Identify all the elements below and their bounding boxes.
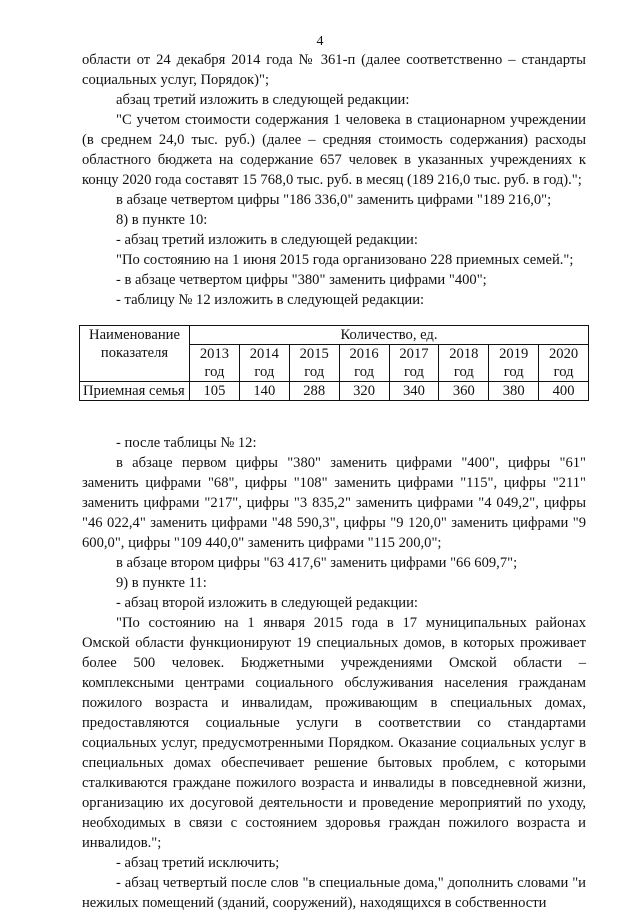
table-row: [80, 382, 589, 401]
paragraph: - после таблицы № 12:: [116, 435, 257, 451]
table-12: [79, 325, 589, 401]
paragraph: - в абзаце четвертом цифры "380" заменить цифрами "400";: [116, 272, 487, 288]
value-cell: 340: [389, 382, 439, 401]
quantity-table: [79, 325, 589, 401]
paragraph: 8) в пункте 10:: [116, 212, 208, 228]
year-header: 2016 год: [339, 345, 389, 382]
paragraph: - абзац третий исключить;: [116, 855, 280, 871]
value-cell: 360: [439, 382, 489, 401]
year-header: 2014 год: [239, 345, 289, 382]
year-header: 2013 год: [190, 345, 240, 382]
paragraph: "По состоянию на 1 июня 2015 года организовано 228 приемных семей.";: [116, 252, 574, 268]
value-cell: 105: [190, 382, 240, 401]
paragraph: абзац третий изложить в следующей редакции:: [116, 92, 410, 108]
row-name: Приемная семья: [80, 382, 190, 401]
value-cell: 288: [289, 382, 339, 401]
text-block-bottom: [82, 433, 586, 913]
paragraph: "По состоянию на 1 января 2015 года в 17 муниципальных районах Омской области функционируют 19 специальных домов, в которых проживает более 500 человек. Бюджетными учреждениями Омской области – комплексными центрами социального обслуживания населения гражданам пожилого возраста и инвалидам, проживающим в специальных домах, предоставляются социальные услуги в соответствии со стандартами социальных услуг, предусмотренными Порядком. Оказание социальных услуг в специальных домах обеспечивает решение бытовых проблем, с которыми сталкиваются граждане пожилого возраста и инвалиды в повседневной жизни, организацию их досуговой деятельности и проведение мероприятий по уходу, необходимых в связи с состоянием здоровья граждан пожилого возраста и инвалидов.";: [82, 615, 586, 851]
paragraph: в абзаце четвертом цифры "186 336,0" заменить цифрами "189 216,0";: [116, 192, 552, 208]
paragraph: в абзаце первом цифры "380" заменить цифрами "400", цифры "61" заменить цифрами "68", цифры "108" заменить цифрами "115", цифры "211" заменить цифрами "217", цифры "3 835,2" заменить цифрами "4 049,2", цифры "46 022,4" заменить цифрами "48 590,3", цифры "9 120,0" заменить цифрами "9 600,0", цифры "109 440,0" заменить цифрами "115 200,0";: [82, 455, 586, 551]
paragraph: "С учетом стоимости содержания 1 человека в стационарном учреждении (в среднем 24,0 тыс. руб.) (далее – средняя стоимость содержания) расходы областного бюджета на содержание 657 человек в указанных учреждениях к концу 2020 года составят 15 768,0 тыс. руб. в месяц (189 216,0 тыс. руб. в год).";: [82, 112, 586, 188]
paragraph: - абзац третий изложить в следующей редакции:: [116, 232, 418, 248]
paragraph: 9) в пункте 11:: [116, 575, 207, 591]
year-header: 2017 год: [389, 345, 439, 382]
name-header: Наименование показателя: [80, 326, 190, 382]
value-cell: 140: [239, 382, 289, 401]
text-block-top: [82, 50, 586, 310]
year-header: 2020 год: [539, 345, 589, 382]
value-cell: 320: [339, 382, 389, 401]
paragraph: в абзаце втором цифры "63 417,6" заменить цифрами "66 609,7";: [116, 555, 518, 571]
paragraph: - таблицу № 12 изложить в следующей редакции:: [116, 292, 425, 308]
year-header: 2018 год: [439, 345, 489, 382]
year-header: 2015 год: [289, 345, 339, 382]
paragraph: - абзац второй изложить в следующей редакции:: [116, 595, 418, 611]
value-cell: 400: [539, 382, 589, 401]
paragraph: области от 24 декабря 2014 года № 361-п (далее соответственно – стандарты социальных услуг, Порядок)";: [82, 52, 586, 88]
quantity-header: Количество, ед.: [190, 326, 589, 345]
paragraph: - абзац четвертый после слов "в специальные дома," дополнить словами "и нежилых помещений (зданий, сооружений), находящихся в собственности: [82, 875, 586, 911]
year-header: 2019 год: [489, 345, 539, 382]
value-cell: 380: [489, 382, 539, 401]
page-number: 4: [316, 34, 324, 49]
